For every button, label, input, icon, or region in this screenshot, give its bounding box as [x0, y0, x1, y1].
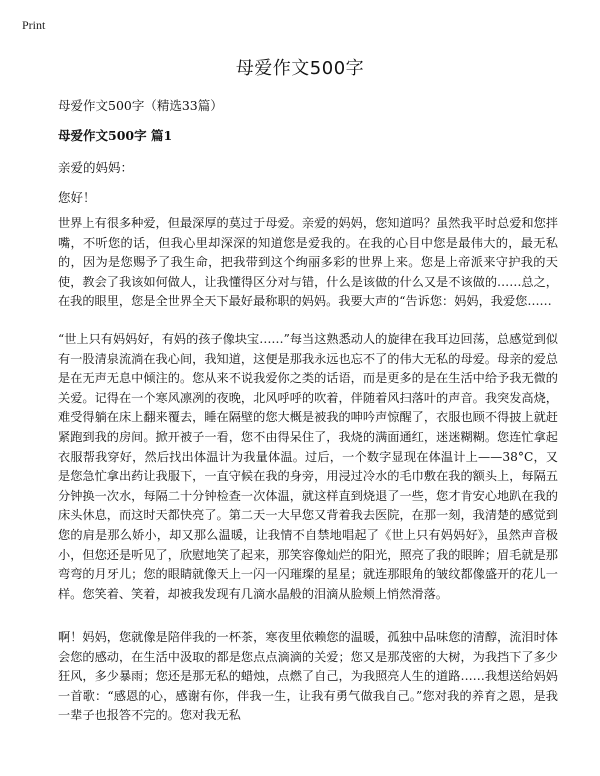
body-paragraph-1: 世界上有很多种爱，但最深厚的莫过于母爱。亲爱的妈妈，您知道吗？虽然我平时总爱和您拌嘴，不听您的话，但我心里却深深的知道您是爱我的。在我的心目中您是最伟大的，最无私的，因为是您赐予了我生命，把我带到这个绚丽多彩的世界上来。您是上帝派来守护我的天使，教会了我该如何做人，让我懂得区分对与错，什么是该做的什么又是不该做的……总之，在我的眼里，您是全世界全天下最好最称职的妈妈。我要大声的“告诉您：妈妈，我爱您……: [58, 216, 558, 309]
document-subtitle: 母爱作文500字（精选33篇）: [58, 98, 223, 113]
document-title: 母爱作文500字: [235, 58, 365, 79]
body-paragraph-2: “世上只有妈妈好，有妈的孩子像块宝……”每当这熟悉动人的旋律在我耳边回荡，总感觉到似有一股清泉流淌在我心间，我知道，这便是那我永远也忘不了的伟大无私的母爱。母亲的爱总是在无声无息中倾注的。您从来不说我爱你之类的话语，而是更多的是在生活中给予我无微的关爱。记得在一个寒风凛冽的夜晚，北风呼呼的吹着，伴随着风扫落叶的声音。我突发高烧，难受得躺在床上翻来覆去，睡在隔壁的您大概是被我的呻吟声惊醒了，衣服也顾不得披上就赶紧跑到我的房间。掀开被子一看，您不由得呆住了，我烧的满面通红，迷迷糊糊。您连忙拿起衣服帮我穿好，然后找出体温计为我量体温。过后，一个数字显现在体温计上——38°C，又是您急忙拿出药让我服下，一直守候在我的身旁，用浸过冷水的毛巾敷在我的额头上，每隔五分钟换一次水，每隔二十分钟检查一次体温，就这样直到烧退了一些，您才肯安心地趴在我的床头休息，而这时天都快亮了。第二天一大早您又背着我去医院，在那一刻，我清楚的感觉到您的肩是那么娇小，却又那么温暖，让我情不自禁地唱起了《世上只有妈妈好》，虽然声音极小，但您还是听见了，欣慰地笑了起来，那笑容像灿烂的阳光，照亮了我的眼眸；眉毛就是那弯弯的月牙儿；您的眼睛就像天上一闪一闪璀璨的星星；就连那眼角的皱纹都像盛开的花儿一样。您笑着、笑着，却被我发现有几滴水晶般的泪滴从脸颊上悄然滑落。: [58, 332, 558, 601]
body-paragraph-3: 啊！妈妈，您就像是陪伴我的一杯茶，寒夜里依赖您的温暖，孤独中品味您的清醇，流泪时体会您的感动，在生活中汲取的都是您点点滴滴的关爱；您又是那茂密的大树，为我挡下了多少狂风，多少暴雨；您还是那无私的蜡烛，点燃了自己，为我照亮人生的道路……我想送给妈妈一首歌：“感恩的心，感谢有你，伴我一生，让我有勇气做我自己。”您对我的养育之恩，是我一辈子也报答不完的。您对我无私: [58, 630, 558, 723]
letter-salutation: 亲爱的妈妈：: [58, 160, 134, 175]
letter-greeting: 您好！: [58, 190, 96, 205]
print-link[interactable]: Print: [22, 18, 46, 32]
section-heading: 母爱作文500字 篇1: [58, 128, 173, 143]
